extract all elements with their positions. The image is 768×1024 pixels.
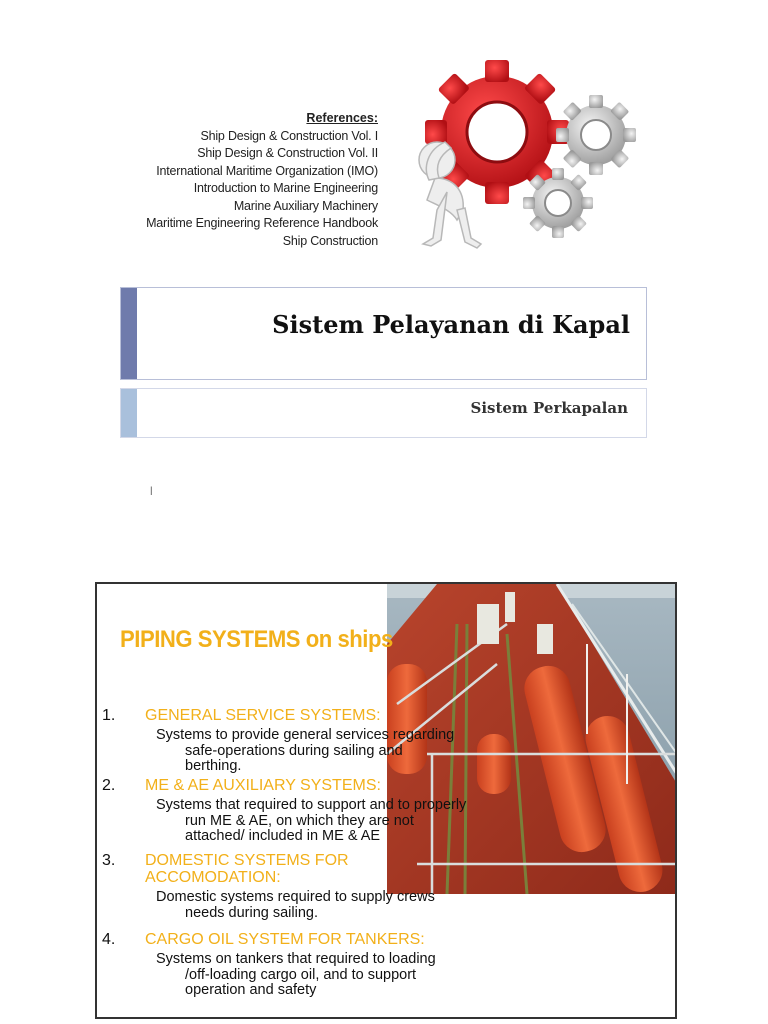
item-description: Systems that required to support and to properly run ME & AE, on which they are not attached/ included in ME & AE bbox=[156, 797, 467, 844]
slide-title: PIPING SYSTEMS on ships bbox=[120, 626, 393, 653]
gears-figure-illustration bbox=[405, 60, 642, 268]
references-heading: References: bbox=[306, 111, 378, 125]
item-heading: GENERAL SERVICE SYSTEMS: bbox=[145, 707, 381, 724]
document-title: Sistem Pelayanan di Kapal bbox=[272, 310, 630, 339]
document-subtitle: Sistem Perkapalan bbox=[470, 399, 628, 417]
item-number: 3. bbox=[102, 852, 116, 869]
subtitle-accent-bar bbox=[121, 389, 137, 437]
references-block bbox=[110, 110, 378, 250]
title-accent-bar bbox=[121, 288, 137, 379]
item-number: 4. bbox=[102, 931, 116, 948]
reference-item: Introduction to Marine Engineering bbox=[193, 181, 378, 195]
item-number: 2. bbox=[102, 777, 116, 794]
grey-gear-icon bbox=[556, 95, 636, 175]
item-description: Domestic systems required to supply crews needs during sailing. bbox=[156, 889, 435, 921]
item-number: 1. bbox=[102, 707, 116, 724]
item-description: Systems to provide general services regarding safe-operations during sailing and berthing. bbox=[156, 727, 455, 774]
slide-piping-systems bbox=[95, 582, 677, 1019]
reference-item: Marine Auxiliary Machinery bbox=[233, 198, 378, 213]
item-description: Systems on tankers that required to loading /off-loading cargo oil, and to support operation and safety bbox=[156, 951, 436, 998]
item-heading-continued: ACCOMODATION: bbox=[145, 869, 281, 886]
page-mark: l bbox=[150, 484, 153, 498]
item-heading: DOMESTIC SYSTEMS FOR bbox=[145, 852, 349, 869]
reference-item: Maritime Engineering Reference Handbook bbox=[146, 216, 378, 230]
reference-item: Ship Construction bbox=[282, 233, 378, 248]
item-heading: CARGO OIL SYSTEM FOR TANKERS: bbox=[145, 931, 425, 948]
reference-item: International Maritime Organization (IMO) bbox=[156, 163, 378, 178]
title-box bbox=[120, 287, 647, 380]
item-heading: ME & AE AUXILIARY SYSTEMS: bbox=[145, 777, 381, 794]
reference-item: Ship Design & Construction Vol. II bbox=[197, 146, 378, 160]
grey-gear-icon bbox=[523, 168, 593, 238]
reference-item: Ship Design & Construction Vol. I bbox=[200, 128, 378, 143]
subtitle-box bbox=[120, 388, 647, 438]
